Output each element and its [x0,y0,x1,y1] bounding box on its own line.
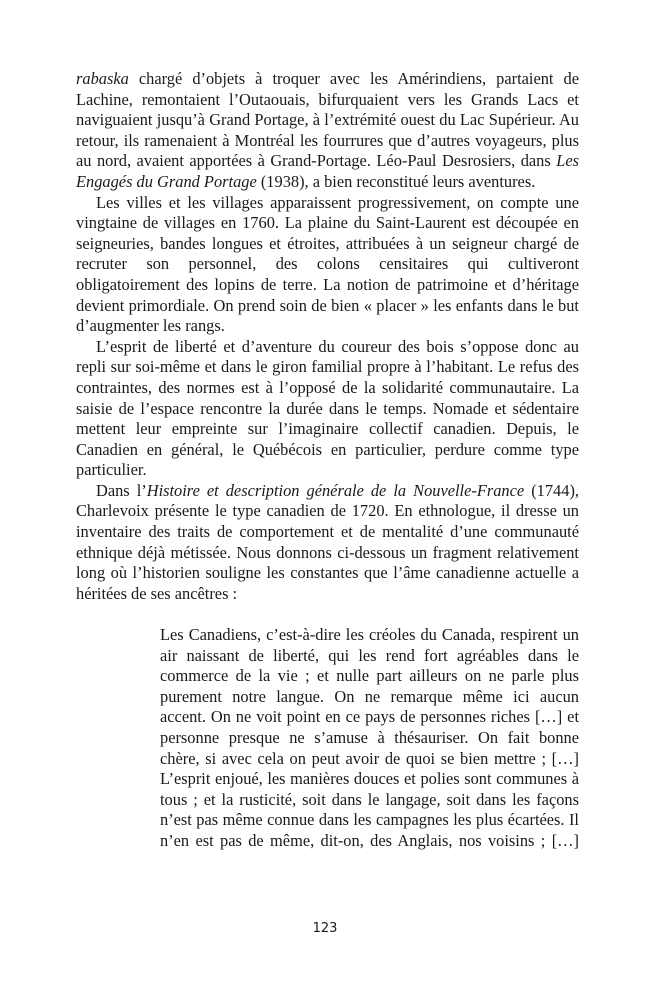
paragraph-text: (1938), a bien reconstitué leurs aventures. [256,171,536,191]
paragraph-text: Dans l’ [96,480,147,500]
paragraph-text: (1744), Charlevoix présente le type canadien de 1720. En ethnologue, il dresse un inventaire des traits de comportement et de mentalité d’une communauté ethnique déjà métissée. Nous donnons ci-dessous un fragment relativement long où l’historien souligne les constantes que l’âme canadienne actuelle a héritées de ses ancêtres : [76,480,580,603]
paragraph-esprit-liberte [76,337,579,481]
book-title-histoire: Histoire et description générale de la Nouvelle-France [146,480,525,500]
paragraph-text: L’esprit de liberté et d’aventure du coureur des bois s’oppose donc au repli sur soi-même et dans le giron familial propre à l’habitant. Le refus des contraintes, des normes est à l’opposé de la solidarité communautaire. La saisie de l’espace rencontre la durée dans le temps. Nomade et sédentaire mettent leur empreinte sur l’imaginaire collectif canadien. Depuis, le Canadien en général, le Québécois en particulier, perdure comme type particulier. [76,336,579,480]
paragraph-text: Les villes et les villages apparaissent progressivement, on compte une vingtaine de villages en 1760. La plaine du Saint-Laurent est découpée en seigneuries, bandes longues et étroites, attribuées à un seigneur chargé de recruter son personnel, des colons censitaires qui cultiveront obligatoirement des lopins de terre. La notion de patrimoine et d’héritage devient primordiale. On prend soin de bien « placer » les enfants dans le but d’augmenter les rangs. [76,192,579,336]
document-page [76,69,579,852]
italic-term-rabaska: rabaska [76,69,129,88]
blockquote-charlevoix-quote [160,625,579,852]
paragraph-rabaska [76,69,579,193]
paragraph-charlevoix [76,481,579,605]
page-number: 123 [312,921,338,936]
book-title-les-engages: Les Engagés du Grand Portage [76,151,579,191]
quote-text: Les Canadiens, c’est-à-dire les créoles du Canada, respirent un air naissant de liberté, qui les rend fort agréables dans le commerce de la vie ; et nulle part ailleurs on ne parle plus purement notre langue. On ne remarque même ici aucun accent. On ne voit point en ce pays de personnes riches […] et personne presque ne s’amuse à thésauriser. On fait bonne chère, si avec cela on peut avoir de quoi se bien mettre ; […] L’esprit enjoué, les manières douces et polies sont communes à tous ; et la rusticité, soit dans le langage, soit dans les façons n’est pas même connue dans les campagnes les plus écartées. Il n’en est pas de même, dit-on, des Anglais, nos voisins ; […] [160,625,579,850]
paragraph-villes-villages [76,193,579,337]
paragraph-text: chargé d’objets à troquer avec les Amérindiens, partaient de Lachine, remontaient l’Outaouais, bifurquaient vers les Grands Lacs et naviguaient jusqu’à Grand Portage, à l’extrémité ouest du Lac Supérieur. Au retour, ils ramenaient à Montréal les fourrures que d’autres voyageurs, plus au nord, avaient apportées à Grand-Portage. Léo-Paul Desrosiers, dans [76,69,579,171]
